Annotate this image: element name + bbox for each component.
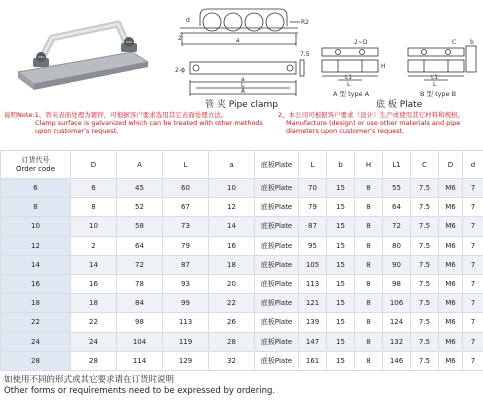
table-row [1,351,483,370]
table-cell: 26 [209,313,255,332]
table-cell: 2 [71,236,117,255]
table-cell: 113 [163,313,209,332]
table-cell: 8 [355,294,383,313]
table-cell: 52 [117,198,163,217]
order-code-cell: 8 [1,198,71,217]
note-2-en-2: diameters upon customer’s request. [286,127,405,135]
pipe-clamp-side-drawing [190,60,304,96]
dim-r2: R2 [301,19,309,26]
dim-two-d-a: 2~D [354,39,368,46]
table-cell: 22 [71,313,117,332]
table-cell: 32 [209,351,255,370]
table-cell: 15 [327,332,355,351]
table-cell: 20 [209,274,255,293]
table-cell: 15 [327,313,355,332]
table-cell: 15 [327,255,355,274]
figure-area [0,0,483,110]
table-cell: 7 [463,313,483,332]
order-code-cell: 14 [1,255,71,274]
table-cell: 8 [355,332,383,351]
header-order-code-cn: 订货代号 [21,155,50,164]
pipe-clamp-top-drawing [180,9,300,46]
table-cell: 10 [71,217,117,236]
table-cell: 底板Plate [255,217,299,236]
table-cell: 67 [163,198,209,217]
table-cell: 8 [71,198,117,217]
table-row [1,236,483,255]
table-cell: 15 [327,217,355,236]
table-cell: 7.5 [411,217,439,236]
table-cell: 84 [117,294,163,313]
note-1-en-1: Clamp surface is galvanized which can be treated with other methods [35,119,263,127]
header-col: H [355,151,383,179]
plate-caption: 底 板 Plate [376,100,423,110]
plate-type-b-drawing [408,46,476,80]
header-col: b [327,151,355,179]
table-cell: 64 [117,236,163,255]
note-1-en-2: upon customer’s request. [35,127,119,135]
footer [4,375,275,397]
table-cell: M6 [439,294,463,313]
table-cell: 7 [463,217,483,236]
table-cell: 139 [299,313,327,332]
table-cell: 7 [463,255,483,274]
dim-seven-five: 7.5 [300,51,310,58]
dim-a-top: a [236,37,240,44]
table-cell: M6 [439,351,463,370]
table-row [1,217,483,236]
table-row [1,332,483,351]
table-cell: 104 [117,332,163,351]
table-cell: 72 [117,255,163,274]
pipe-clamp-photo [18,24,148,90]
footer-cn: 如使用不同的形式或其它要求请在订货时说明 [4,375,175,385]
table-cell: 15 [327,351,355,370]
header-col: L [299,151,327,179]
table-cell: 7.5 [411,294,439,313]
order-code-cell: 18 [1,294,71,313]
table-cell: 28 [71,351,117,370]
table-cell: 119 [163,332,209,351]
table-cell: 16 [209,236,255,255]
table-cell: 8 [355,236,383,255]
table-cell: 7.5 [411,255,439,274]
table-cell: 底板Plate [255,179,299,198]
table-cell: 15 [327,198,355,217]
table-cell: M6 [439,179,463,198]
table-cell: 87 [163,255,209,274]
dim-L1-a: L1 [345,74,353,81]
dim-L: L [241,82,245,89]
dim-A: A [241,88,246,95]
header-col: L [163,151,209,179]
table-cell: 106 [383,294,411,313]
order-code-cell: 10 [1,217,71,236]
dim-H-a: H [381,63,386,70]
table-cell: M6 [439,198,463,217]
table-cell: 底板Plate [255,236,299,255]
table-cell: 14 [71,255,117,274]
table-cell: 7.5 [411,179,439,198]
table-row [1,179,483,198]
table-cell: 22 [209,294,255,313]
table-row [1,294,483,313]
table-cell: 146 [383,351,411,370]
table-cell: 7 [463,294,483,313]
table-cell: 7 [463,351,483,370]
table-cell: 10 [209,179,255,198]
note-1 [4,111,274,135]
table-cell: 12 [209,198,255,217]
table-cell: 14 [209,217,255,236]
table-cell: 28 [209,332,255,351]
table-cell: 78 [117,274,163,293]
note-2-en-1: Manufacture (design) or use other materials and pipe [286,119,461,127]
table-cell: 7 [463,179,483,198]
table-cell: 8 [355,255,383,274]
technical-drawings [0,0,483,110]
order-code-cell: 16 [1,274,71,293]
table-cell: 15 [327,274,355,293]
table-row [1,255,483,274]
type-a-caption: A 型 type A [333,90,370,98]
order-code-cell: 22 [1,313,71,332]
notes [0,110,483,146]
table-cell: 底板Plate [255,351,299,370]
table-cell: 58 [117,217,163,236]
table-cell: 90 [383,255,411,274]
header-col: D [71,151,117,179]
table-cell: 70 [299,179,327,198]
header-col: D [439,151,463,179]
header-col: 底板Plate [255,151,299,179]
table-row [1,198,483,217]
table-cell: 8 [355,217,383,236]
table-body [1,179,483,371]
table-cell: 7.5 [411,274,439,293]
table-cell: 16 [71,274,117,293]
table-cell: 93 [163,274,209,293]
table-cell: 80 [383,236,411,255]
table-cell: 79 [163,236,209,255]
header-order-code [1,151,71,179]
table-cell: 7 [463,274,483,293]
table-cell: 15 [327,179,355,198]
dim-a: a [241,76,245,83]
table-cell: M6 [439,217,463,236]
table-cell: 底板Plate [255,313,299,332]
table-cell: 55 [383,179,411,198]
table-cell: 98 [383,274,411,293]
table-cell: 底板Plate [255,294,299,313]
dim-two-phi: 2-ϕ [175,67,185,74]
table-row [1,313,483,332]
table-cell: 底板Plate [255,274,299,293]
table-cell: 底板Plate [255,332,299,351]
table-cell: 147 [299,332,327,351]
table-cell: 8 [355,179,383,198]
table-cell: M6 [439,236,463,255]
dim-two-top: 2 [178,35,182,42]
table-cell: 73 [163,217,209,236]
type-b-caption: B 型 type B [420,90,457,98]
table-cell: 7.5 [411,236,439,255]
table-cell: 18 [71,294,117,313]
table-cell: 79 [299,198,327,217]
table-cell: 15 [327,294,355,313]
table-cell: 8 [355,313,383,332]
dim-d: d [186,17,190,24]
table-cell: 132 [383,332,411,351]
dim-L-b: L [433,81,437,88]
table-cell: M6 [439,313,463,332]
table-cell: M6 [439,274,463,293]
spec-table [0,150,483,371]
table-cell: 105 [299,255,327,274]
footer-en: Other forms or requirements need to be expressed by ordering. [4,386,276,396]
table-cell: 7.5 [411,332,439,351]
order-code-cell: 24 [1,332,71,351]
pipe-clamp-caption: 管 夹 Pipe clamp [205,100,279,110]
order-code-cell: 28 [1,351,71,370]
table-row [1,274,483,293]
header-order-code-en: Order code [16,164,55,173]
dim-C-b: C [452,39,457,46]
table-header-row [1,151,483,179]
table-cell: 129 [163,351,209,370]
table-cell: 87 [299,217,327,236]
table-cell: 7 [463,236,483,255]
table-cell: 8 [355,274,383,293]
note-2 [278,111,481,135]
table-cell: 124 [383,313,411,332]
table-cell: 98 [117,313,163,332]
table-cell: 6 [71,179,117,198]
table-cell: 121 [299,294,327,313]
table-cell: 8 [355,351,383,370]
note-1-cn: 说明Note:1、管夹表面处理为镀锌，可根据客户要求选用其它表面处理方法。 [4,111,228,119]
header-col: L1 [383,151,411,179]
table-cell: 8 [355,198,383,217]
table-cell: 99 [163,294,209,313]
dim-L1-b: L1 [431,74,439,81]
table-cell: M6 [439,255,463,274]
table-cell: 15 [327,236,355,255]
order-code-cell: 6 [1,179,71,198]
table-cell: 7.5 [411,351,439,370]
table-cell: 18 [209,255,255,274]
table-cell: 161 [299,351,327,370]
table-cell: 7 [463,198,483,217]
table-cell: 7 [463,332,483,351]
table-cell: 95 [299,236,327,255]
table-cell: 24 [71,332,117,351]
table-cell: 7.5 [411,313,439,332]
table-cell: 7.5 [411,198,439,217]
order-code-cell: 12 [1,236,71,255]
table-cell: 60 [163,179,209,198]
header-col: A [117,151,163,179]
note-2-cn: 2、本公司可根据客户要求（设计）生产或使用其它材料和规格。 [278,111,465,119]
dim-b-b: b [470,39,474,46]
table-cell: 113 [299,274,327,293]
dim-L-a: L [347,81,351,88]
table-cell: 45 [117,179,163,198]
table-cell: 底板Plate [255,198,299,217]
table-cell: 底板Plate [255,255,299,274]
table-cell: 114 [117,351,163,370]
header-col: a [209,151,255,179]
header-col: d [463,151,483,179]
table-cell: 64 [383,198,411,217]
table-cell: 72 [383,217,411,236]
header-col: C [411,151,439,179]
table-cell: M6 [439,332,463,351]
